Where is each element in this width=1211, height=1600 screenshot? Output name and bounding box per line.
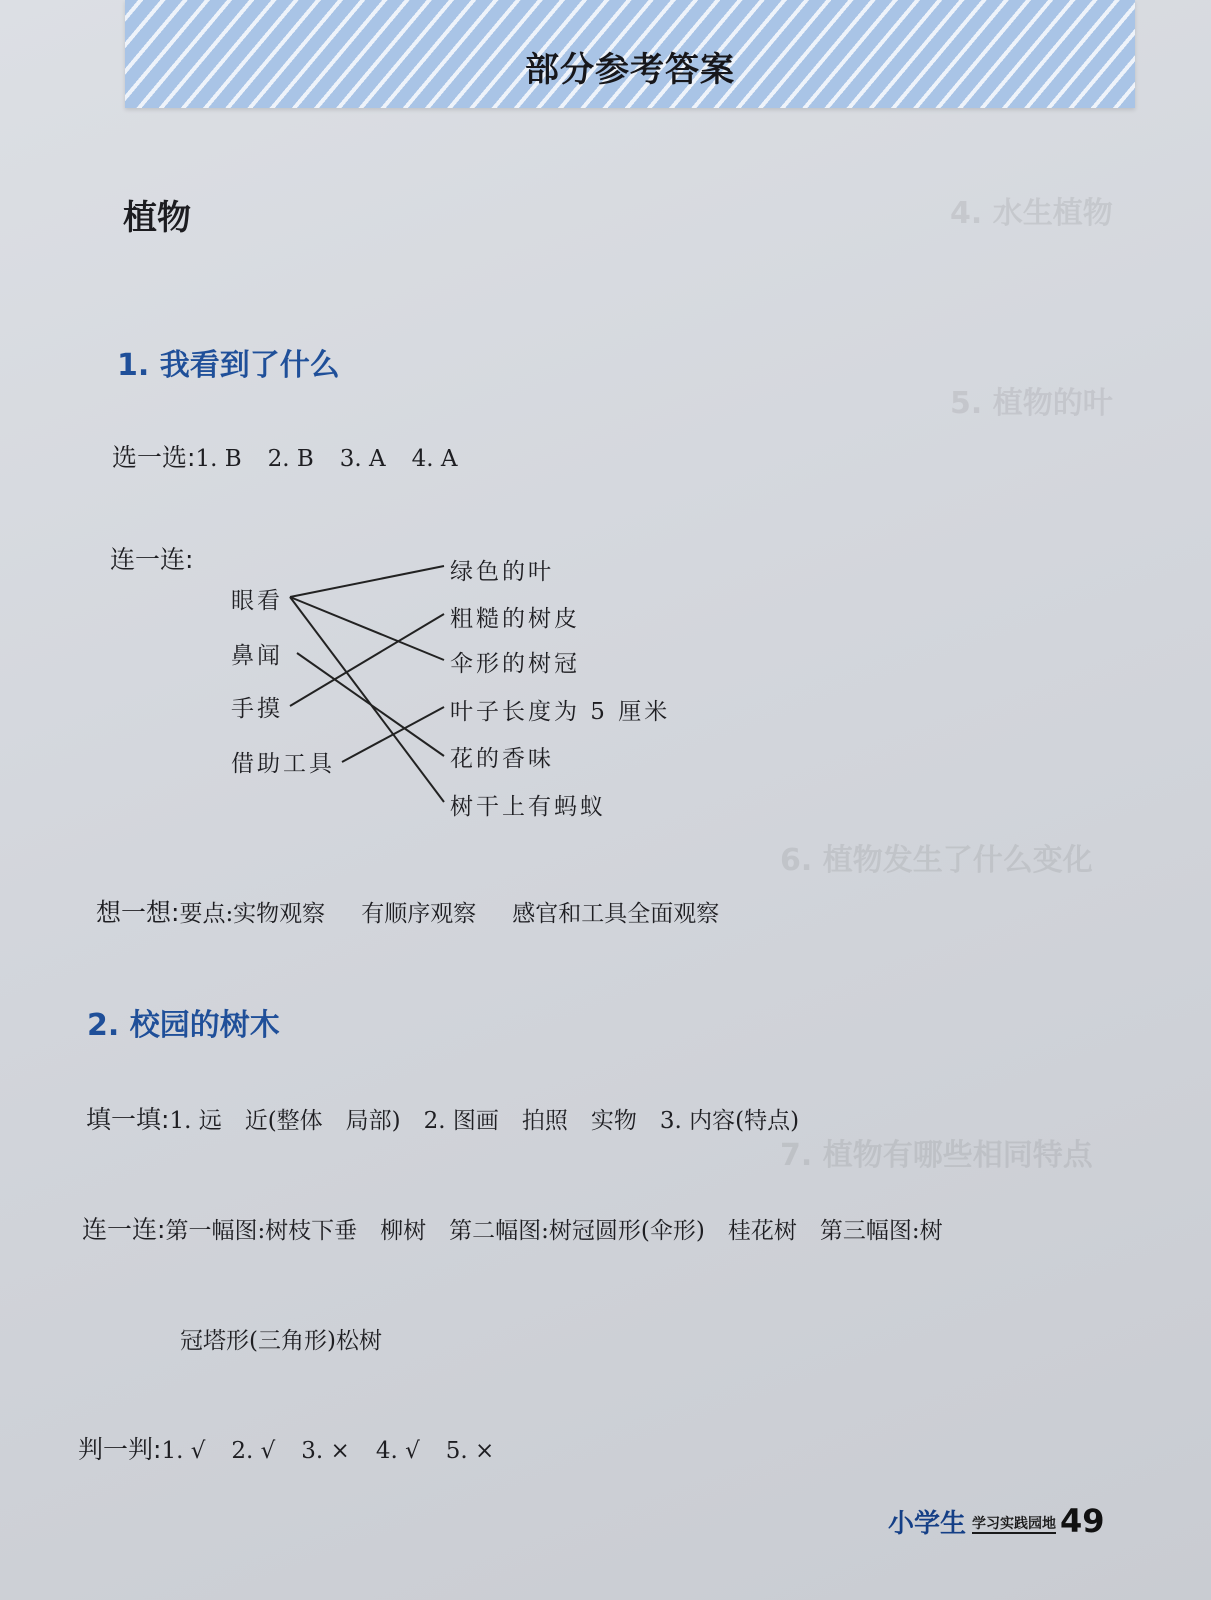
think-part: 有顺序观察 [361,901,477,927]
connect-right-item: 花的香味 [450,746,554,772]
match-line [297,653,444,756]
match-line [290,566,444,597]
connect2-answer [82,1210,943,1246]
connect-left-item: 鼻闻 [231,643,283,669]
bleed-through-text: 6. 植物发生了什么变化 [780,843,1093,878]
connect-right-item: 绿色的叶 [450,559,554,585]
judge-answer: 5. × [445,1438,495,1464]
connect-left-item: 手摸 [231,696,283,722]
judge-answers [78,1430,494,1466]
page-number: 49 [1060,1502,1105,1540]
bleed-through-text: 4. 水生植物 [950,196,1113,231]
choose-answer: 4. A [411,446,458,472]
connect2-label: 连一连: [82,1215,166,1244]
think-text: 要点:实物观察 [179,901,326,927]
judge-answer: 3. × [301,1438,350,1464]
connect2-line2: 冠塔形(三角形)松树 [180,1328,382,1354]
think-part: 感官和工具全面观察 [512,901,720,927]
connect2-line1: 第一幅图:树枝下垂 柳树 第二幅图:树冠圆形(伞形) 桂花树 第三幅图:树 [165,1218,943,1244]
bleed-through-text: 7. 植物有哪些相同特点 [780,1138,1093,1173]
bleed-through-text: 5. 植物的叶 [950,386,1113,421]
footer-brand: 小学生 [888,1509,967,1539]
connect-left-item: 眼看 [231,588,283,614]
fill-text: 1. 远 近(整体 局部) 2. 图画 拍照 实物 3. 内容(特点) [169,1108,800,1134]
section1-title: 1. 我看到了什么 [117,348,340,383]
choose-label: 选一选: [112,443,196,472]
choose-answer: 3. A [339,446,386,472]
choose-answer: 1. B [195,446,242,472]
judge-answer: 1. √ [161,1438,206,1464]
fill-label: 填一填: [86,1105,170,1134]
judge-label: 判一判: [78,1435,162,1464]
think-answer [96,893,719,929]
connect-right-item: 伞形的树冠 [450,651,580,677]
choose-answer: 2. B [267,446,314,472]
connect-right-item: 树干上有蚂蚁 [450,794,606,820]
page-footer [888,1502,1105,1540]
connect-left-item: 借助工具 [231,751,335,777]
judge-answer: 4. √ [375,1438,420,1464]
connect-right-item: 叶子长度为 5 厘米 [450,699,671,725]
connect-label: 连一连: [110,545,194,574]
think-label: 想一想: [96,898,180,927]
section2-title: 2. 校园的树木 [87,1008,280,1043]
fill-answer [86,1100,799,1136]
judge-answer: 2. √ [231,1438,276,1464]
match-line [342,707,444,762]
connect-right-item: 粗糙的树皮 [450,606,580,632]
header-title: 部分参考答案 [525,50,735,90]
unit-title: 植物 [123,198,191,238]
footer-slogan: 学习实践园地 [972,1516,1057,1532]
